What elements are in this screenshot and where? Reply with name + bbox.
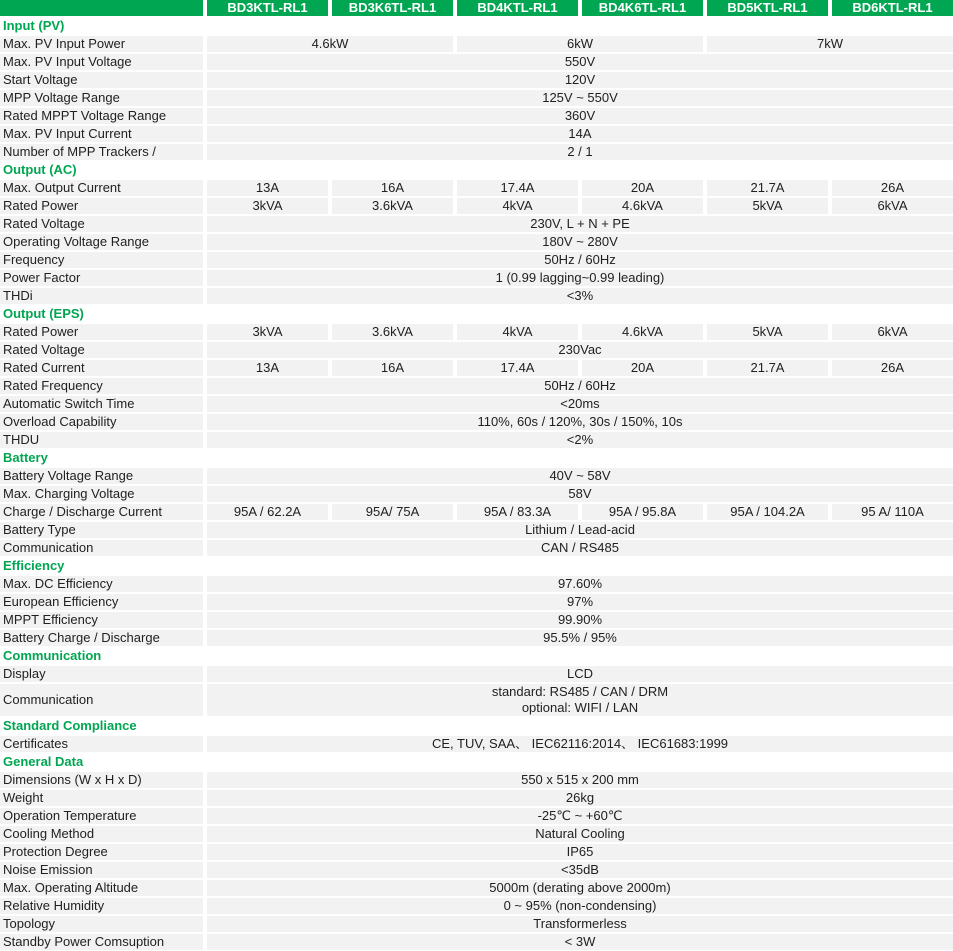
spec-value: <3%	[207, 288, 953, 304]
spec-row	[0, 180, 953, 196]
spec-value: 26A	[832, 180, 953, 196]
spec-value: 3kVA	[207, 198, 328, 214]
model-header-row	[0, 0, 953, 16]
spec-label: Power Factor	[0, 270, 203, 286]
spec-value: < 3W	[207, 934, 953, 950]
section-title: Communication	[0, 648, 953, 664]
spec-value: 97%	[207, 594, 953, 610]
spec-label: Automatic Switch Time	[0, 396, 203, 412]
section-row	[0, 718, 953, 734]
spec-value: 26kg	[207, 790, 953, 806]
spec-value: 0 ~ 95% (non-condensing)	[207, 898, 953, 914]
spec-value: 13A	[207, 360, 328, 376]
model-header: BD5KTL-RL1	[707, 0, 828, 16]
spec-value: 6kVA	[832, 324, 953, 340]
spec-value: 50Hz / 60Hz	[207, 252, 953, 268]
spec-value: Transformerless	[207, 916, 953, 932]
spec-label: Relative Humidity	[0, 898, 203, 914]
spec-label: Frequency	[0, 252, 203, 268]
spec-value: 7kW	[707, 36, 953, 52]
spec-value-line: optional: WIFI / LAN	[521, 700, 639, 715]
section-row	[0, 162, 953, 178]
spec-value-line: standard: RS485 / CAN / DRM	[491, 684, 669, 699]
spec-value: <20ms	[207, 396, 953, 412]
spec-row	[0, 540, 953, 556]
spec-value: 99.90%	[207, 612, 953, 628]
spec-value: 97.60%	[207, 576, 953, 592]
spec-label: MPPT Efficiency	[0, 612, 203, 628]
spec-row	[0, 288, 953, 304]
spec-value: 17.4A	[457, 360, 578, 376]
spec-value: 5000m (derating above 2000m)	[207, 880, 953, 896]
spec-value: 40V ~ 58V	[207, 468, 953, 484]
spec-row	[0, 270, 953, 286]
spec-value: 110%, 60s / 120%, 30s / 150%, 10s	[207, 414, 953, 430]
spec-row	[0, 898, 953, 914]
spec-label: Max. PV Input Current	[0, 126, 203, 142]
spec-label: Max. DC Efficiency	[0, 576, 203, 592]
spec-value: 3.6kVA	[332, 198, 453, 214]
spec-row	[0, 378, 953, 394]
spec-value: 16A	[332, 360, 453, 376]
spec-value: 125V ~ 550V	[207, 90, 953, 106]
spec-value: 95A / 83.3A	[457, 504, 578, 520]
spec-label: Overload Capability	[0, 414, 203, 430]
spec-value: 4.6kVA	[582, 198, 703, 214]
spec-value: LCD	[207, 666, 953, 682]
spec-value: 230V, L + N + PE	[207, 216, 953, 232]
spec-value: 3kVA	[207, 324, 328, 340]
spec-label: Standby Power Comsuption	[0, 934, 203, 950]
spec-label: Battery Voltage Range	[0, 468, 203, 484]
model-header: BD3KTL-RL1	[207, 0, 328, 16]
spec-row	[0, 862, 953, 878]
spec-label: Rated Current	[0, 360, 203, 376]
spec-label: Max. Operating Altitude	[0, 880, 203, 896]
spec-value: CAN / RS485	[207, 540, 953, 556]
spec-value: 180V ~ 280V	[207, 234, 953, 250]
spec-label: Operation Temperature	[0, 808, 203, 824]
section-title: Output (AC)	[0, 162, 953, 178]
section-row	[0, 306, 953, 322]
spec-value: 6kW	[457, 36, 703, 52]
spec-label: MPP Voltage Range	[0, 90, 203, 106]
model-header: BD6KTL-RL1	[832, 0, 953, 16]
spec-row	[0, 36, 953, 52]
spec-row	[0, 198, 953, 214]
section-row	[0, 648, 953, 664]
spec-label: Max. PV Input Voltage	[0, 54, 203, 70]
spec-value: 95.5% / 95%	[207, 630, 953, 646]
corner-cell	[0, 0, 203, 16]
spec-row	[0, 396, 953, 412]
model-header: BD4K6TL-RL1	[582, 0, 703, 16]
spec-row	[0, 504, 953, 520]
spec-label: Certificates	[0, 736, 203, 752]
spec-value: 50Hz / 60Hz	[207, 378, 953, 394]
spec-row	[0, 772, 953, 788]
section-title: Output (EPS)	[0, 306, 953, 322]
section-row	[0, 18, 953, 34]
spec-row	[0, 324, 953, 340]
spec-value: 21.7A	[707, 180, 828, 196]
spec-label: Dimensions (W x H x D)	[0, 772, 203, 788]
spec-row	[0, 414, 953, 430]
spec-row	[0, 144, 953, 160]
spec-value: Natural Cooling	[207, 826, 953, 842]
spec-row	[0, 880, 953, 896]
spec-value: 16A	[332, 180, 453, 196]
spec-label: Cooling Method	[0, 826, 203, 842]
spec-value: 14A	[207, 126, 953, 142]
spec-row	[0, 736, 953, 752]
spec-row	[0, 252, 953, 268]
spec-value: 21.7A	[707, 360, 828, 376]
spec-label: Charge / Discharge Current	[0, 504, 203, 520]
spec-value: 95A / 104.2A	[707, 504, 828, 520]
spec-value: 26A	[832, 360, 953, 376]
spec-value: IP65	[207, 844, 953, 860]
spec-value: 95A/ 75A	[332, 504, 453, 520]
spec-row	[0, 844, 953, 860]
spec-row	[0, 790, 953, 806]
spec-row	[0, 916, 953, 932]
section-title: Standard Compliance	[0, 718, 953, 734]
spec-row	[0, 522, 953, 538]
spec-label: Max. Output Current	[0, 180, 203, 196]
spec-value: 1 (0.99 lagging~0.99 leading)	[207, 270, 953, 286]
spec-label: Display	[0, 666, 203, 682]
spec-row	[0, 684, 953, 716]
spec-value: Lithium / Lead-acid	[207, 522, 953, 538]
spec-label: Rated Power	[0, 324, 203, 340]
spec-value: <35dB	[207, 862, 953, 878]
spec-row	[0, 468, 953, 484]
section-row	[0, 558, 953, 574]
spec-value: <2%	[207, 432, 953, 448]
spec-value: 17.4A	[457, 180, 578, 196]
spec-row	[0, 666, 953, 682]
spec-value: 3.6kVA	[332, 324, 453, 340]
spec-row	[0, 630, 953, 646]
spec-row	[0, 54, 953, 70]
spec-label: Number of MPP Trackers /	[0, 144, 203, 160]
spec-row	[0, 234, 953, 250]
spec-value: 58V	[207, 486, 953, 502]
spec-value: 550 x 515 x 200 mm	[207, 772, 953, 788]
spec-value: 550V	[207, 54, 953, 70]
spec-value: 4kVA	[457, 198, 578, 214]
spec-label: Communication	[0, 540, 203, 556]
section-title: General Data	[0, 754, 953, 770]
spec-value: 120V	[207, 72, 953, 88]
spec-row	[0, 432, 953, 448]
spec-value: 95 A/ 110A	[832, 504, 953, 520]
spec-row	[0, 126, 953, 142]
spec-label: Operating Voltage Range	[0, 234, 203, 250]
spec-value-multiline	[207, 684, 953, 716]
spec-value: CE, TUV, SAA、 IEC62116:2014、 IEC61683:1999	[207, 736, 953, 752]
section-title: Battery	[0, 450, 953, 466]
spec-label: Weight	[0, 790, 203, 806]
section-title: Input (PV)	[0, 18, 953, 34]
model-header: BD3K6TL-RL1	[332, 0, 453, 16]
spec-label: Rated Power	[0, 198, 203, 214]
spec-row	[0, 486, 953, 502]
spec-label: Protection Degree	[0, 844, 203, 860]
spec-row	[0, 826, 953, 842]
spec-label: Rated Voltage	[0, 342, 203, 358]
spec-row	[0, 808, 953, 824]
section-title: Efficiency	[0, 558, 953, 574]
spec-label: Noise Emission	[0, 862, 203, 878]
spec-row	[0, 576, 953, 592]
section-row	[0, 754, 953, 770]
spec-label: Communication	[0, 684, 203, 716]
spec-row	[0, 612, 953, 628]
spec-row	[0, 360, 953, 376]
spec-label: Max. Charging Voltage	[0, 486, 203, 502]
spec-value: 20A	[582, 360, 703, 376]
spec-value: 13A	[207, 180, 328, 196]
spec-label: Battery Type	[0, 522, 203, 538]
spec-row	[0, 72, 953, 88]
spec-value: 4.6kW	[207, 36, 453, 52]
spec-label: Start Voltage	[0, 72, 203, 88]
spec-value: 20A	[582, 180, 703, 196]
spec-value: 6kVA	[832, 198, 953, 214]
spec-value: 2 / 1	[207, 144, 953, 160]
spec-label: European Efficiency	[0, 594, 203, 610]
spec-label: THDi	[0, 288, 203, 304]
section-row	[0, 450, 953, 466]
spec-label: Rated Voltage	[0, 216, 203, 232]
spec-row	[0, 216, 953, 232]
spec-label: Max. PV Input Power	[0, 36, 203, 52]
spec-value: 4.6kVA	[582, 324, 703, 340]
spec-value: 95A / 95.8A	[582, 504, 703, 520]
spec-value: 360V	[207, 108, 953, 124]
spec-row	[0, 594, 953, 610]
spec-row	[0, 90, 953, 106]
spec-label: Topology	[0, 916, 203, 932]
spec-row	[0, 342, 953, 358]
spec-value: 95A / 62.2A	[207, 504, 328, 520]
spec-value: 4kVA	[457, 324, 578, 340]
spec-row	[0, 934, 953, 950]
spec-value: 5kVA	[707, 324, 828, 340]
spec-label: THDU	[0, 432, 203, 448]
spec-label: Rated MPPT Voltage Range	[0, 108, 203, 124]
spec-value: -25℃ ~ +60℃	[207, 808, 953, 824]
spec-value: 230Vac	[207, 342, 953, 358]
spec-row	[0, 108, 953, 124]
spec-label: Battery Charge / Discharge	[0, 630, 203, 646]
model-header: BD4KTL-RL1	[457, 0, 578, 16]
spec-value: 5kVA	[707, 198, 828, 214]
spec-label: Rated Frequency	[0, 378, 203, 394]
